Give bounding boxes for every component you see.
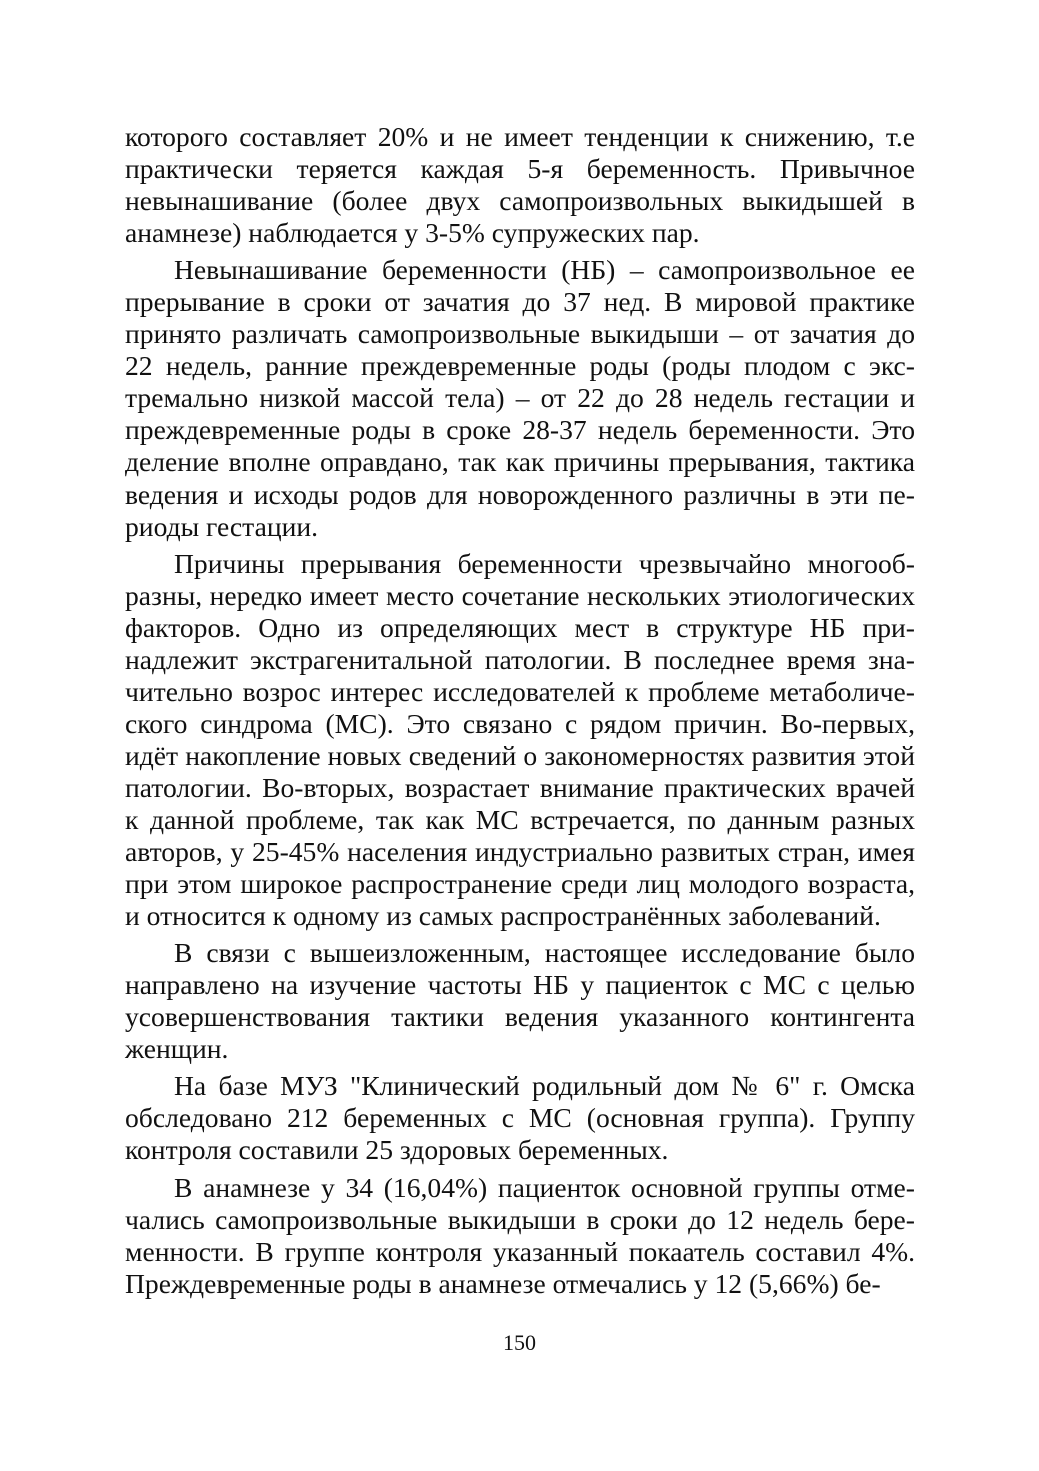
body-text: [125, 121, 915, 1305]
paragraph-causes: Причины прерывания беременности чрезвычайно многообразны, нередко имеет место сочетание нескольких этиологических факторов. Одно из определяющих мест в структуре НБ принадлежит экстрагенитальной патологии. В последнее время значительно возрос интерес исследователей к проблеме метаболического синдрома (МС). Это связано с рядом причин. Во-первых, идёт накопление новых сведений о закономерностях развития этой патологии. Во-вторых, возрастает внимание практических врачей к данной проблеме, так как МС встречается, по данным разных авторов, у 25-45% населения индустриально развитых стран, имея при этом широкое распространение среди лиц молодого возраста, и относится к одному из самых распространённых заболеваний.: [125, 547, 915, 932]
paragraph-aim: В связи с вышеизложенным, настоящее исследование было направлено на изучение частоты НБ у пациенток с МС с целью усовершенствования тактики ведения указанного контингента женщин.: [125, 937, 915, 1065]
paragraph-definition: Невынашивание беременности (НБ) – самопроизвольное ее прерывание в сроки от зачатия до 37 нед. В мировой практике принято различать самопроизвольные выкидыши – от зачатия до 22 недель, ранние преждевременные роды (роды плодом с экстремально низкой массой тела) – от 22 до 28 недель гестации и преждевременные роды в сроке 28-37 недель беременности. Это деление вполне оправдано, так как причины прерывания, тактика ведения и исходы родов для новорожденного различны в эти периоды гестации.: [125, 254, 915, 542]
paragraph-methods: На базе МУЗ "Клинический родильный дом № 6" г. Омска обследовано 212 беременных с МС (основная группа). Группу контроля составили 25 здоровых беременных.: [125, 1070, 915, 1166]
paragraph-results: В анамнезе у 34 (16,04%) пациенток основной группы отмечались самопроизвольные выкидыши в сроки до 12 недель беременности. В группе контроля указанный покаатель составил 4%. Преждевременные роды в анамнезе отмечались у 12 (5,66%) бе-: [125, 1171, 915, 1299]
page-number: 150: [503, 1330, 536, 1355]
paragraph-continuation: которого составляет 20% и не имеет тенденции к снижению, т.е практически теряется каждая 5-я беременность. Привычное невынашивание (более двух самопроизвольных выкидышей в анамнезе) наблюдается у 3-5% супружеских пар.: [125, 121, 915, 249]
